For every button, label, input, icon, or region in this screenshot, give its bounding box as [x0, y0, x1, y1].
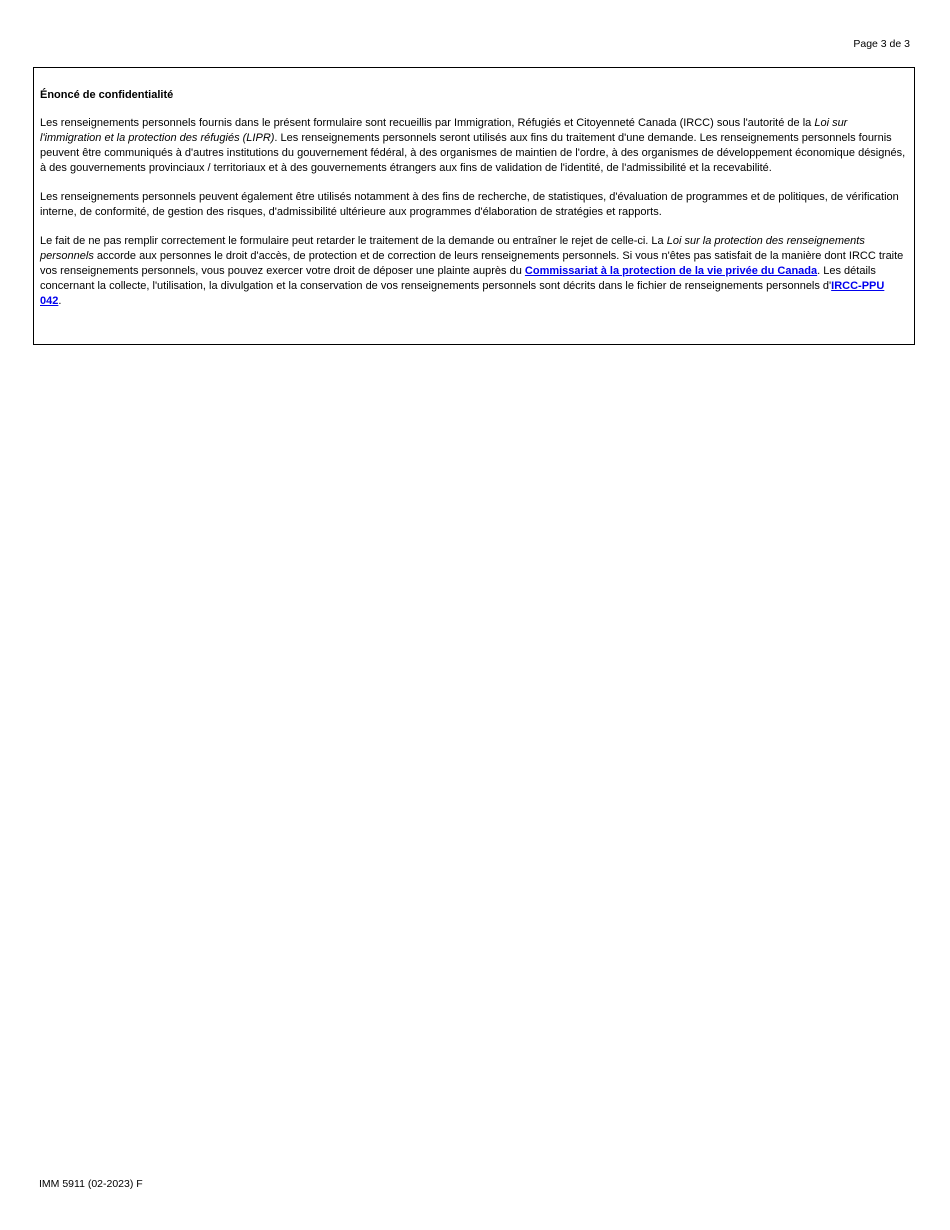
text: Les renseignements personnels fournis dans le présent formulaire sont recueillis par Immigration, Réfugiés et Citoyenneté Canada (IRCC) sous l'autorité de la: [40, 117, 815, 129]
page-indicator: Page 3 de 3: [853, 38, 910, 50]
privacy-commissioner-link[interactable]: Commissariat à la protection de la vie privée du Canada: [524, 265, 818, 277]
paragraph-rights: [40, 234, 908, 309]
form-code: IMM 5911 (02-2023) F: [39, 1178, 143, 1190]
paragraph-usage: Les renseignements personnels peuvent également être utilisés notamment à des fins de recherche, de statistiques, d'évaluation de programmes et de politiques, de vérification interne, de conformité, de gestion des risques, d'admissibilité ultérieure aux programmes d'élaboration de stratégies et rapports.: [40, 191, 899, 218]
text: accorde aux personnes le droit d'accès, de protection et de correction de leurs renseignements personnels. Si vous n'êtes pas satisfait de la manière dont IRCC traite vos renseignements personnels, vous pouvez exercer votre droit de déposer une plainte auprès du: [40, 250, 904, 277]
law-title: Loi sur l'immigration et la protection des réfugiés (LIPR): [40, 117, 848, 144]
text: Le fait de ne pas remplir correctement le formulaire peut retarder le traitement de la demande ou entraîner le rejet de celle-ci. La: [40, 235, 667, 247]
text: . Les détails concernant la collecte, l'utilisation, la divulgation et la conservation de vos renseignements personnels sont décrits dans le fichier de renseignements personnels d': [40, 265, 876, 292]
text: .: [58, 295, 62, 307]
ircc-ppu-042-link[interactable]: IRCC-PPU 042: [40, 280, 885, 307]
law-title: Loi sur la protection des renseignements personnels: [40, 235, 865, 262]
text: . Les renseignements personnels seront utilisés aux fins du traitement d'une demande. Les renseignements personnels fournis peuvent être communiqués à d'autres institutions du gouvernement fédéral, à des organismes de maintien de l'ordre, à des organismes de développement économique désignés, à des gouvernements provinciaux / territoriaux et à des gouvernements étrangers aux fins de validation de l'identité, de l'admissibilité et la recevabilité.: [40, 132, 906, 174]
privacy-statement-box: [33, 67, 915, 345]
paragraph-collection: [40, 116, 908, 176]
section-title: Énoncé de confidentialité: [40, 89, 174, 101]
